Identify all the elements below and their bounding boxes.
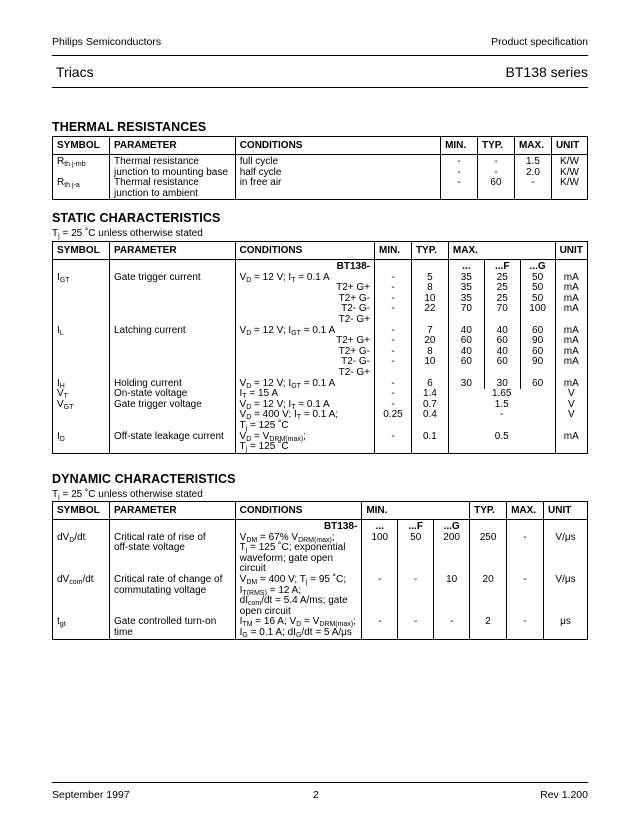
max-cell: 0.5 (448, 432, 555, 454)
header-rule-bottom (52, 87, 588, 88)
min-cell: 10 (434, 575, 470, 617)
table-cell (53, 260, 110, 273)
table-row (53, 432, 588, 454)
min-cell: - (398, 617, 434, 639)
min-cell: - 0.25 (375, 400, 412, 432)
table-row (53, 400, 588, 432)
col-conditions: CONDITIONS (235, 502, 362, 520)
parameter-cell: Gate trigger current (109, 273, 235, 326)
thermal-section-title: THERMAL RESISTANCES (52, 120, 207, 134)
typ-cell: 20 (470, 575, 507, 617)
col-unit: UNIT (555, 242, 587, 260)
parameter-cell: Holding current (109, 379, 235, 390)
col-symbol: SYMBOL (53, 502, 110, 520)
conditions-cell: $I_{TM} = 16$ A; $V_D = V_{DRM(max)}$; $I_G = 0.1$ A; $dI_G/dt = 5$ A/μs (235, 617, 362, 639)
conditions-cell: full cycle half cycle (235, 155, 440, 179)
symbol-cell: $dV_{com}/dt$ (53, 575, 110, 617)
conditions-cell: $V_D = V_{DRM(max)}$; $T_j = 125$ ˚C (235, 432, 374, 454)
dynamic-header-row (53, 502, 588, 520)
symbol-cell: $R_{th j-mb}$ (53, 155, 110, 179)
static-table (52, 241, 588, 454)
symbol-cell: $R_{th j-a}$ (53, 178, 110, 200)
parameter-cell: Off-state leakage current (109, 432, 235, 454)
symbol-cell: $V_T$ (53, 389, 110, 400)
footer-date: September 1997 (52, 789, 130, 801)
unit-cell: mA (555, 379, 587, 390)
variant-label: BT138- (235, 260, 374, 273)
unit-cell: K/W K/W (551, 155, 587, 179)
col-parameter: PARAMETER (109, 502, 235, 520)
parameter-cell: Critical rate of rise of off-state voltage (109, 533, 235, 575)
table-row (53, 533, 588, 575)
variant-label: BT138- (235, 520, 362, 533)
note-symbol: T (52, 489, 59, 500)
min-cell: 200 (434, 533, 470, 575)
col-typ: TYP. (470, 502, 507, 520)
table-row (53, 326, 588, 379)
max-cell: 1.5 2.0 (514, 155, 551, 179)
unit-cell: V V (555, 400, 587, 432)
note-symbol: T (52, 228, 59, 239)
variant-row (53, 520, 588, 533)
typ-cell: 1.4 (411, 389, 448, 400)
variant-header: ... (448, 260, 484, 273)
dynamic-conditions-note (52, 489, 203, 500)
typ-cell: - - (478, 155, 515, 179)
variant-header: ...G (520, 260, 555, 273)
unit-cell: μs (544, 617, 588, 639)
col-min: MIN. (375, 242, 412, 260)
table-cell (109, 260, 235, 273)
typ-cell: 60 (478, 178, 515, 200)
min-cell: - (375, 432, 412, 454)
max-cell: 35 35 35 70 (448, 273, 484, 326)
col-min: MIN. (362, 502, 470, 520)
symbol-cell: $I_D$ (53, 432, 110, 454)
table-row (53, 155, 588, 179)
table-cell (507, 520, 544, 533)
parameter-cell: Latching current (109, 326, 235, 379)
max-cell: - (514, 178, 551, 200)
table-row (53, 273, 588, 326)
unit-cell: mA (555, 432, 587, 454)
table-cell (375, 260, 412, 273)
parameter-cell: Gate controlled turn-on time (109, 617, 235, 639)
variant-header: ...F (398, 520, 434, 533)
col-unit: UNIT (551, 137, 587, 155)
conditions-cell: $V_D = 12$ V; $I_{GT} = 0.1$ A T2+ G+ T2+ G- T2- G- T2- G+ (235, 326, 374, 379)
min-cell: 100 (362, 533, 398, 575)
page-number: 2 (313, 789, 319, 801)
unit-cell: V/μs (544, 575, 588, 617)
max-cell: - (507, 617, 544, 639)
min-cell: - (375, 389, 412, 400)
typ-cell: 0.7 0.4 (411, 400, 448, 432)
symbol-cell: $t_{gt}$ (53, 617, 110, 639)
variant-header: ...F (484, 260, 520, 273)
col-typ: TYP. (411, 242, 448, 260)
conditions-cell: $V_{DM} = 400$ V; $T_j = 95$ ˚C; $I_{T(RMS)} = 12$ A; $dI_{com}/dt = 5.4$ A/ms; gate open circuit (235, 575, 362, 617)
parameter-cell: On-state voltage (109, 389, 235, 400)
variant-header: ... (362, 520, 398, 533)
min-cell: - (375, 379, 412, 390)
min-cell: - - (441, 155, 478, 179)
max-cell: 1.5 - (448, 400, 555, 432)
dynamic-table (52, 501, 588, 640)
typ-cell: 2 (470, 617, 507, 639)
max-cell: 25 25 25 70 (484, 273, 520, 326)
unit-cell: mA mA mA mA (555, 326, 587, 379)
parameter-cell: Gate trigger voltage (109, 400, 235, 432)
unit-cell: K/W (551, 178, 587, 200)
unit-cell: mA mA mA mA (555, 273, 587, 326)
unit-cell: V/μs (544, 533, 588, 575)
col-unit: UNIT (544, 502, 588, 520)
table-cell (53, 520, 110, 533)
footer-rule (52, 782, 588, 783)
revision: Rev 1.200 (540, 789, 588, 801)
note-text: = 25 ˚C unless otherwise stated (59, 489, 203, 500)
max-cell: 1.65 (448, 389, 555, 400)
typ-cell: 5 8 10 22 (411, 273, 448, 326)
col-typ: TYP. (478, 137, 515, 155)
parameter-cell: Critical rate of change of commutating voltage (109, 575, 235, 617)
symbol-cell: $dV_D/dt$ (53, 533, 110, 575)
symbol-cell: $I_{GT}$ (53, 273, 110, 326)
max-cell: 50 50 50 100 (520, 273, 555, 326)
typ-cell: 0.1 (411, 432, 448, 454)
max-cell: - (507, 575, 544, 617)
min-cell: - - - - (375, 273, 412, 326)
parameter-cell: Thermal resistance junction to mounting base (109, 155, 235, 179)
conditions-cell: $V_{DM} = 67\%$ $V_{DRM(max)}$; $T_j = 125$ ˚C; exponential waveform; gate open circuit (235, 533, 362, 575)
min-cell: - (362, 575, 398, 617)
variant-row (53, 260, 588, 273)
conditions-cell: $V_D = 12$ V; $I_{GT} = 0.1$ A (235, 379, 374, 390)
variant-header: ...G (434, 520, 470, 533)
conditions-cell: $I_T = 15$ A (235, 389, 374, 400)
document-type: Product specification (491, 36, 588, 48)
table-row (53, 575, 588, 617)
col-max: MAX. (507, 502, 544, 520)
product-series: BT138 series (505, 64, 588, 80)
max-cell: 30 (484, 379, 520, 390)
table-cell (109, 520, 235, 533)
min-cell: - (362, 617, 398, 639)
min-cell: - (434, 617, 470, 639)
table-cell (555, 260, 587, 273)
typ-cell: 7 20 8 10 (411, 326, 448, 379)
conditions-cell: in free air (235, 178, 440, 200)
table-cell (470, 520, 507, 533)
conditions-cell: $V_D = 12$ V; $I_T = 0.1$ A $V_D = 400$ V; $I_T = 0.1$ A; $T_j = 125$ ˚C (235, 400, 374, 432)
min-cell: 50 (398, 533, 434, 575)
table-cell (411, 260, 448, 273)
col-parameter: PARAMETER (109, 137, 235, 155)
conditions-cell: $V_D = 12$ V; $I_T = 0.1$ A T2+ G+ T2+ G- T2- G- T2- G+ (235, 273, 374, 326)
min-cell: - (398, 575, 434, 617)
thermal-table (52, 136, 588, 200)
symbol-cell: $V_{GT}$ (53, 400, 110, 432)
col-conditions: CONDITIONS (235, 242, 374, 260)
parameter-cell: Thermal resistance junction to ambient (109, 178, 235, 200)
typ-cell: 250 (470, 533, 507, 575)
note-subscript: j (58, 233, 60, 240)
product-family: Triacs (56, 64, 94, 80)
col-max: MAX. (448, 242, 555, 260)
static-header-row (53, 242, 588, 260)
static-conditions-note (52, 228, 203, 239)
col-conditions: CONDITIONS (235, 137, 440, 155)
symbol-cell: $I_L$ (53, 326, 110, 379)
col-symbol: SYMBOL (53, 242, 110, 260)
note-subscript: j (58, 494, 60, 501)
dynamic-section-title: DYNAMIC CHARACTERISTICS (52, 472, 236, 486)
static-section-title: STATIC CHARACTERISTICS (52, 211, 221, 225)
min-cell: - (441, 178, 478, 200)
thermal-header-row (53, 137, 588, 155)
max-cell: 30 (448, 379, 484, 390)
min-cell: - - - - (375, 326, 412, 379)
company-name: Philips Semiconductors (52, 36, 162, 48)
max-cell: 60 (520, 379, 555, 390)
col-max: MAX. (514, 137, 551, 155)
max-cell: 40 60 40 60 (484, 326, 520, 379)
col-min: MIN. (441, 137, 478, 155)
col-parameter: PARAMETER (109, 242, 235, 260)
table-cell (544, 520, 588, 533)
unit-cell: V (555, 389, 587, 400)
max-cell: 40 60 40 60 (448, 326, 484, 379)
symbol-cell: $I_H$ (53, 379, 110, 390)
max-cell: 60 90 60 90 (520, 326, 555, 379)
table-row (53, 617, 588, 639)
typ-cell: 6 (411, 379, 448, 390)
header-rule-top (52, 55, 588, 56)
table-row (53, 178, 588, 200)
col-symbol: SYMBOL (53, 137, 110, 155)
max-cell: - (507, 533, 544, 575)
note-text: = 25 ˚C unless otherwise stated (59, 228, 203, 239)
